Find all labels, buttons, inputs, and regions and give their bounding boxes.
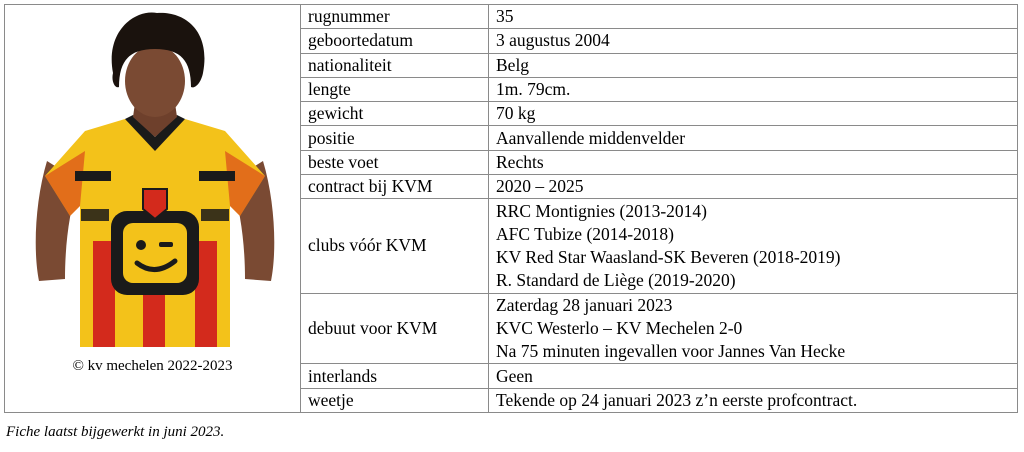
last-updated-note: Fiche laatst bijgewerkt in juni 2023. <box>6 424 225 440</box>
field-label: beste voet <box>301 150 489 174</box>
field-label: nationaliteit <box>301 53 489 77</box>
field-value-line: AFC Tubize (2014-2018) <box>496 223 674 244</box>
field-label: rugnummer <box>301 5 489 29</box>
field-value <box>489 77 1018 101</box>
field-label: lengte <box>301 77 489 101</box>
field-value <box>489 199 1018 293</box>
field-label: clubs vóór KVM <box>301 199 489 293</box>
field-value-line: 3 augustus 2004 <box>496 30 610 51</box>
field-value-line: 35 <box>496 6 514 27</box>
field-value-line: Na 75 minuten ingevallen voor Jannes Van Hecke <box>496 340 846 361</box>
player-photo-cell <box>5 5 301 413</box>
field-value-line: R. Standard de Liège (2019-2020) <box>496 269 736 290</box>
field-label: positie <box>301 126 489 150</box>
photo-caption: © kv mechelen 2022-2023 <box>72 358 233 374</box>
field-value <box>489 150 1018 174</box>
field-value-line: 70 kg <box>496 103 536 124</box>
field-value-line: 1m. 79cm. <box>496 79 571 100</box>
player-fiche-table <box>4 4 1018 413</box>
field-value <box>489 388 1018 412</box>
field-value <box>489 364 1018 388</box>
field-value-line: Tekende op 24 januari 2023 z’n eerste profcontract. <box>496 389 858 410</box>
field-value <box>489 5 1018 29</box>
field-value-line: Belg <box>496 54 530 75</box>
field-value-line: RRC Montignies (2013-2014) <box>496 200 707 221</box>
field-value-line: KV Red Star Waasland-SK Beveren (2018-2019) <box>496 246 841 267</box>
field-value-line: Geen <box>496 365 533 386</box>
field-label: debuut voor KVM <box>301 293 489 364</box>
field-value-line: Aanvallende middenvelder <box>496 127 686 148</box>
field-value-line: 2020 – 2025 <box>496 176 584 197</box>
field-value <box>489 126 1018 150</box>
field-label: weetje <box>301 388 489 412</box>
field-value <box>489 175 1018 199</box>
field-label: contract bij KVM <box>301 175 489 199</box>
field-label: interlands <box>301 364 489 388</box>
field-label: geboortedatum <box>301 29 489 53</box>
field-value <box>489 293 1018 364</box>
field-value <box>489 53 1018 77</box>
field-value <box>489 102 1018 126</box>
field-value-line: Zaterdag 28 januari 2023 <box>496 294 673 315</box>
table-row <box>5 5 1018 29</box>
field-value <box>489 29 1018 53</box>
field-value-line: KVC Westerlo – KV Mechelen 2-0 <box>496 317 743 338</box>
player-photo <box>25 11 285 347</box>
field-value-line: Rechts <box>496 151 544 172</box>
field-label: gewicht <box>301 102 489 126</box>
